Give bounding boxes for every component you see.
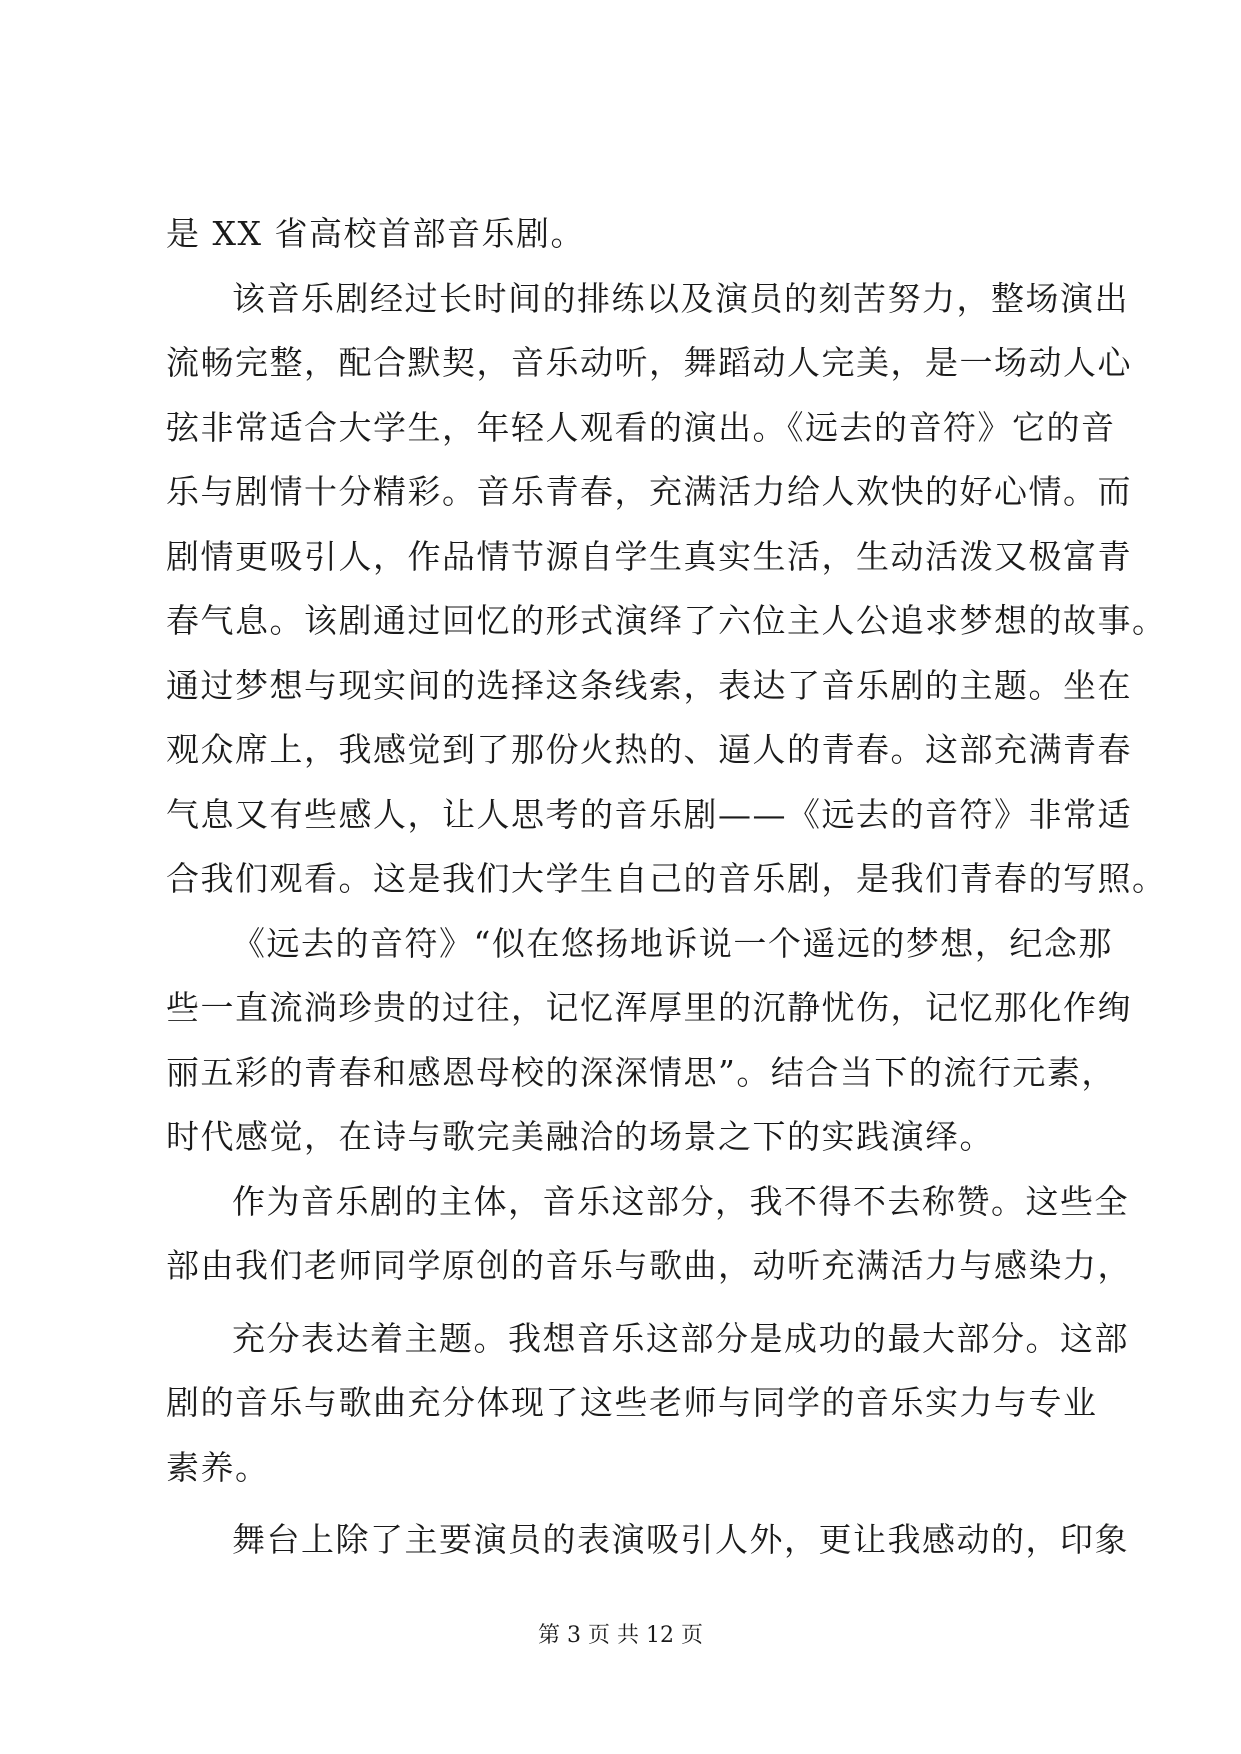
text-line: 剧情更吸引人，作品情节源自学生真实生活，生动活泼又极富青 [166, 536, 1132, 576]
text-line: 《远去的音符》“似在悠扬地诉说一个遥远的梦想，纪念那 [232, 923, 1113, 963]
text-line: 合我们观看。这是我们大学生自己的音乐剧，是我们青春的写照。 [166, 859, 1167, 898]
text-line: 部由我们老师同学原创的音乐与歌曲，动听充满活力与感染力， [166, 1246, 1132, 1285]
text-line: 流畅完整，配合默契，音乐动听，舞蹈动人完美，是一场动人心 [166, 343, 1132, 382]
text-line: 剧的音乐与歌曲充分体现了这些老师与同学的音乐实力与专业 [166, 1383, 1098, 1422]
page-number-footer: 第 3 页 共 12 页 [538, 1623, 703, 1648]
text-line: 舞台上除了主要演员的表演吸引人外，更让我感动的，印象 [232, 1520, 1129, 1559]
text-line: 时代感觉，在诗与歌完美融洽的场景之下的实践演绎。 [166, 1117, 994, 1156]
text-line: 些一直流淌珍贵的过往，记忆浑厚里的沉静忧伤，记忆那化作绚 [166, 988, 1132, 1027]
text-line: 观众席上，我感觉到了那份火热的、逼人的青春。这部充满青春 [166, 730, 1132, 769]
text-line: 充分表达着主题。我想音乐这部分是成功的最大部分。这部 [232, 1318, 1129, 1358]
text-line: 弦非常适合大学生，年轻人观看的演出。《远去的音符》它的音 [166, 407, 1116, 447]
text-line: 气息又有些感人，让人思考的音乐剧——《远去的音符》非常适 [166, 794, 1132, 834]
text-line: 素养。 [166, 1447, 270, 1487]
text-line: 是 XX 省高校首部音乐剧。 [166, 214, 585, 253]
text-line: 该音乐剧经过长时间的排练以及演员的刻苦努力，整场演出 [232, 278, 1129, 318]
text-line: 乐与剧情十分精彩。音乐青春，充满活力给人欢快的好心情。而 [166, 472, 1132, 511]
text-line: 春气息。该剧通过回忆的形式演绎了六位主人公追求梦想的故事。 [166, 601, 1167, 640]
text-line: 丽五彩的青春和感恩母校的深深情思”。结合当下的流行元素， [166, 1052, 1116, 1092]
text-line: 通过梦想与现实间的选择这条线索，表达了音乐剧的主题。坐在 [166, 665, 1132, 705]
text-line: 作为音乐剧的主体，音乐这部分，我不得不去称赞。这些全 [232, 1181, 1129, 1221]
body-text [166, 202, 1167, 1573]
